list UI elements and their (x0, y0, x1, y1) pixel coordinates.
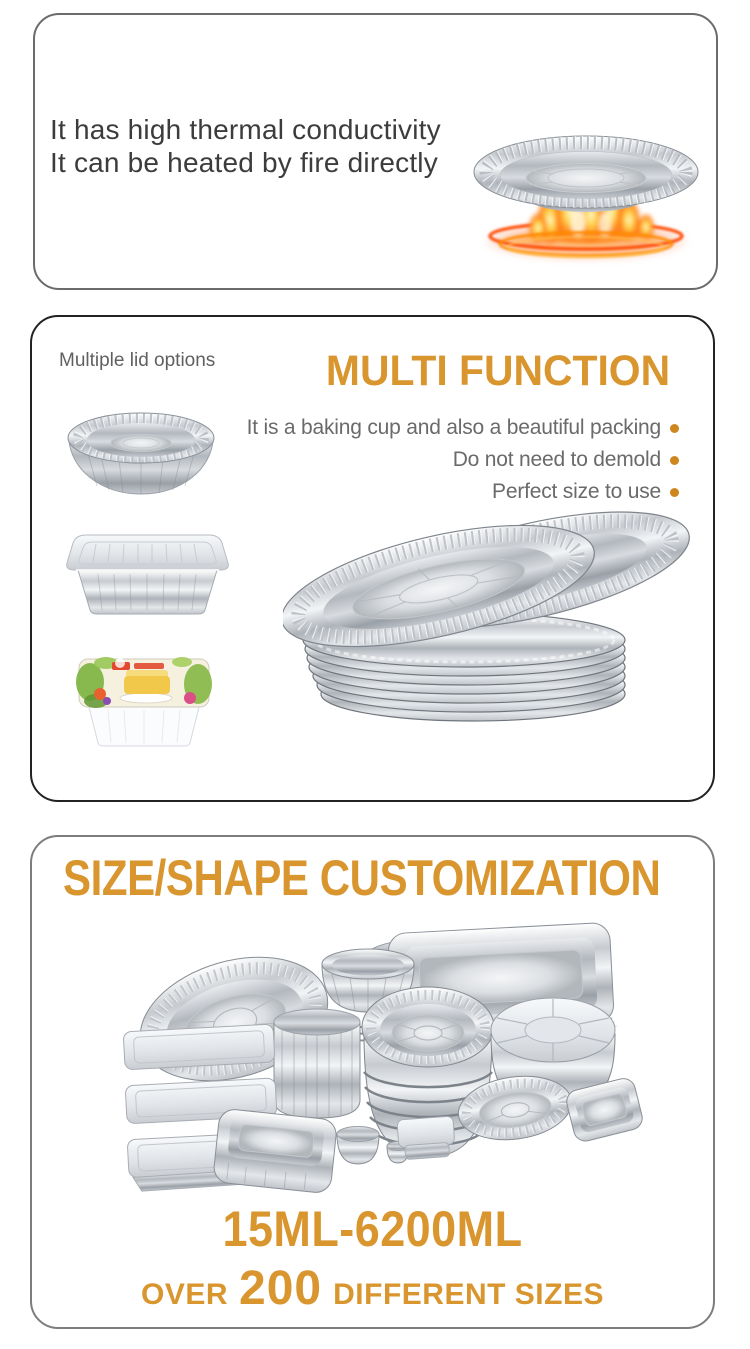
foil-container-printed-lid-illustration (76, 654, 212, 749)
volume-range: 15ML-6200ML (222, 1201, 523, 1257)
loaf-pan (213, 1108, 338, 1194)
customization-heading: SIZE/SHAPE CUSTOMIZATION (63, 850, 661, 906)
small-rect-container (397, 1116, 456, 1160)
bullet-dot-icon (670, 488, 679, 497)
thermal-line-1: It has high thermal conductivity (50, 114, 441, 145)
bullet-dot-icon (670, 456, 679, 465)
feature-bullet-text: Perfect size to use (492, 480, 661, 503)
foil-pan-over-fire-illustration (450, 120, 722, 280)
feature-bullet-text: It is a baking cup and also a beautiful packing (246, 416, 661, 439)
bullet-dot-icon (670, 424, 679, 433)
stack-of-oval-foil-plates-illustration (283, 498, 693, 730)
foil-pie-pan (474, 136, 698, 212)
sizes-count: 200 (239, 1262, 323, 1315)
sizes-line (32, 1261, 713, 1316)
cylinder-cup-stack (274, 1009, 360, 1118)
rect-foil-container-clear-lid-illustration (66, 530, 229, 620)
round-foil-bowl-illustration (63, 408, 219, 500)
customization-card (30, 835, 715, 1329)
thermal-line-2: It can be heated by fire directly (50, 147, 438, 178)
lid-options-label: Multiple lid options (59, 350, 216, 371)
thermal-feature-text (50, 113, 480, 179)
sizes-suffix: DIFFERENT SIZES (333, 1278, 604, 1311)
multifunction-heading: MULTI FUNCTION (325, 347, 671, 395)
printed-lid (76, 657, 212, 708)
assorted-foil-containers-illustration (118, 922, 648, 1200)
sizes-prefix: OVER (141, 1278, 229, 1311)
feature-bullet-text: Do not need to demold (452, 448, 661, 471)
thermal-feature-card (33, 13, 718, 290)
multifunction-card (30, 315, 715, 802)
